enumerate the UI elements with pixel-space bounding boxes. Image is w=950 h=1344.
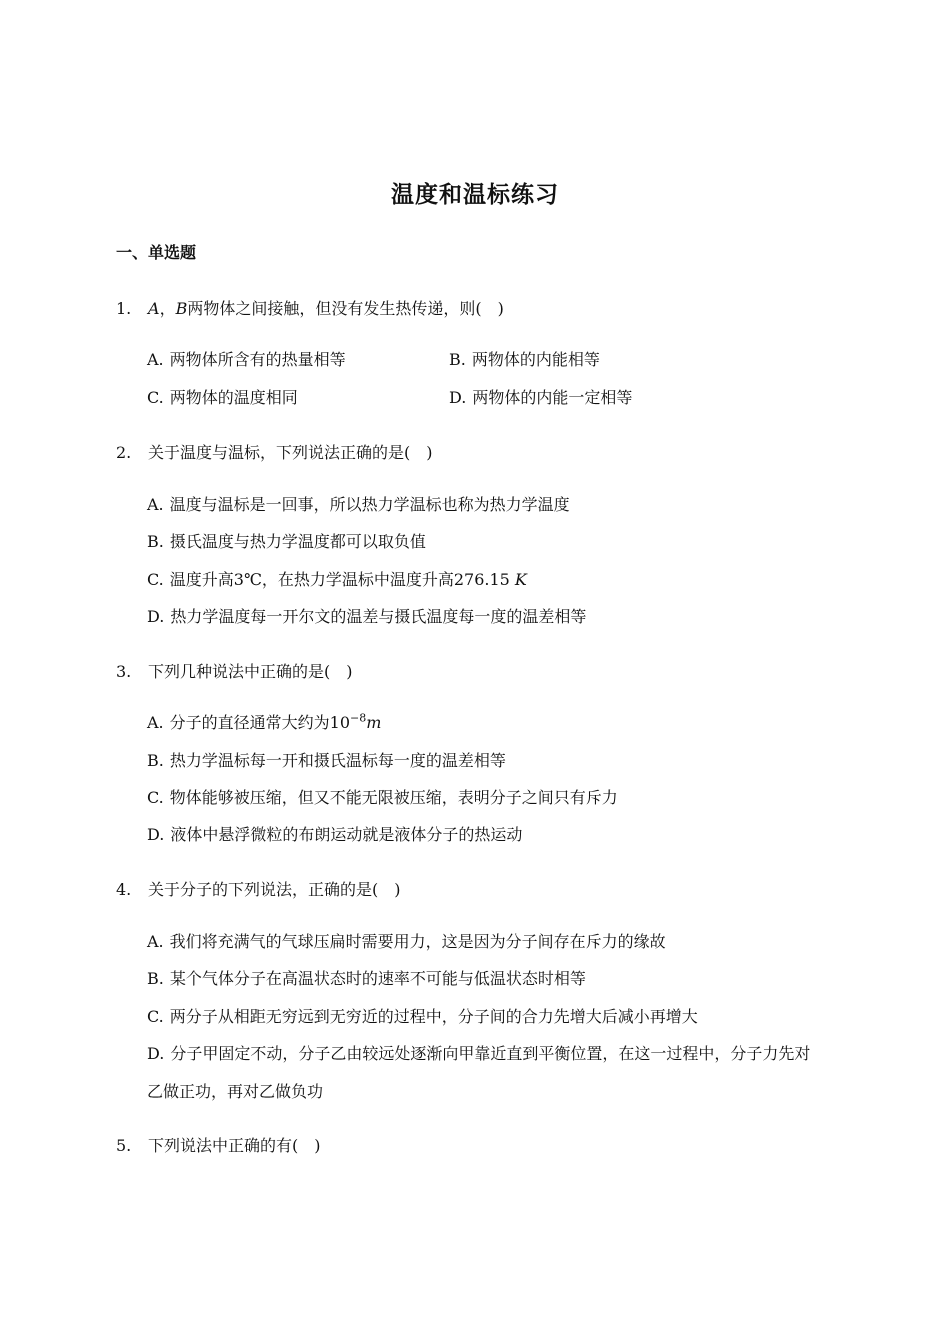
option-letter: C. — [147, 1007, 164, 1026]
option-a — [147, 929, 666, 952]
question-number: 3. — [116, 662, 132, 681]
option-a — [147, 710, 381, 733]
option-a — [147, 347, 346, 370]
variable-a: A — [148, 299, 160, 318]
document-title: 温度和温标练习 — [391, 181, 559, 208]
question-stem: 关于分子的下列说法，正确的是( ) — [148, 880, 401, 899]
question-5 — [116, 1133, 321, 1156]
option-d — [147, 1041, 810, 1064]
option-c — [147, 1004, 698, 1027]
option-letter: B. — [147, 751, 164, 770]
option-text: 两物体的温度相同 — [169, 388, 298, 407]
option-b — [147, 748, 506, 771]
option-d-continuation — [147, 1079, 323, 1102]
question-4 — [116, 877, 401, 900]
question-2 — [116, 440, 433, 463]
option-text: 两物体所含有的热量相等 — [169, 350, 346, 369]
option-text: 乙做正功，再对乙做负功 — [147, 1082, 324, 1101]
question-stem: 下列几种说法中正确的是( ) — [148, 662, 353, 681]
option-text: 两物体的内能相等 — [471, 350, 600, 369]
unit-kelvin: K — [514, 570, 527, 589]
option-text: 摄氏温度与热力学温度都可以取负值 — [169, 532, 426, 551]
option-letter: D. — [147, 825, 165, 844]
option-c — [147, 567, 527, 590]
option-letter: A. — [147, 495, 164, 514]
option-letter: C. — [147, 788, 164, 807]
question-number: 4. — [116, 880, 132, 899]
option-text: 分子的直径通常大约为10 — [169, 713, 351, 732]
variable-b: B — [175, 299, 188, 318]
option-d — [147, 604, 586, 627]
question-stem: 下列说法中正确的有( ) — [148, 1136, 321, 1155]
option-letter: A. — [147, 713, 164, 732]
option-c — [147, 385, 298, 408]
question-stem: 两物体之间接触，但没有发生热传递，则( ) — [187, 299, 504, 318]
option-text: 某个气体分子在高温状态时的速率不可能与低温状态时相等 — [169, 969, 586, 988]
unit-meter: m — [366, 713, 382, 732]
option-text: 温度与温标是一回事，所以热力学温标也称为热力学温度 — [169, 495, 570, 514]
option-letter: B. — [449, 350, 466, 369]
option-letter: D. — [147, 1044, 165, 1063]
option-b — [449, 347, 600, 370]
option-b — [147, 529, 426, 552]
exponent: −8 — [350, 711, 367, 725]
option-letter: A. — [147, 350, 164, 369]
option-letter: C. — [147, 388, 164, 407]
option-text: 温度升高3℃，在热力学温标中温度升高276.15 — [169, 570, 515, 589]
option-c — [147, 785, 618, 808]
option-text: 我们将充满气的气球压扁时需要用力，这是因为分子间存在斥力的缘故 — [169, 932, 666, 951]
option-text: 两分子从相距无穷远到无穷近的过程中，分子间的合力先增大后减小再增大 — [169, 1007, 698, 1026]
section-heading: 一、单选题 — [116, 243, 197, 262]
option-text: 液体中悬浮微粒的布朗运动就是液体分子的热运动 — [170, 825, 523, 844]
option-d — [449, 385, 632, 408]
question-stem: 关于温度与温标，下列说法正确的是( ) — [148, 443, 433, 462]
question-number: 2. — [116, 443, 132, 462]
option-letter: B. — [147, 532, 164, 551]
option-letter: D. — [147, 607, 165, 626]
question-3 — [116, 659, 353, 682]
option-letter: B. — [147, 969, 164, 988]
option-text: 热力学温标每一开和摄氏温标每一度的温差相等 — [169, 751, 506, 770]
option-text: 物体能够被压缩，但又不能无限被压缩，表明分子之间只有斥力 — [169, 788, 618, 807]
option-text: 分子甲固定不动，分子乙由较远处逐渐向甲靠近直到平衡位置，在这一过程中，分子力先对 — [170, 1044, 811, 1063]
question-number: 1. — [116, 299, 132, 318]
question-1 — [116, 296, 504, 319]
separator: ， — [159, 299, 176, 318]
option-a — [147, 492, 570, 515]
option-letter: C. — [147, 570, 164, 589]
option-text: 两物体的内能一定相等 — [472, 388, 633, 407]
option-letter: A. — [147, 932, 164, 951]
option-b — [147, 966, 586, 989]
option-letter: D. — [449, 388, 467, 407]
question-number: 5. — [116, 1136, 132, 1155]
option-text: 热力学温度每一开尔文的温差与摄氏温度每一度的温差相等 — [170, 607, 587, 626]
option-d — [147, 822, 522, 845]
